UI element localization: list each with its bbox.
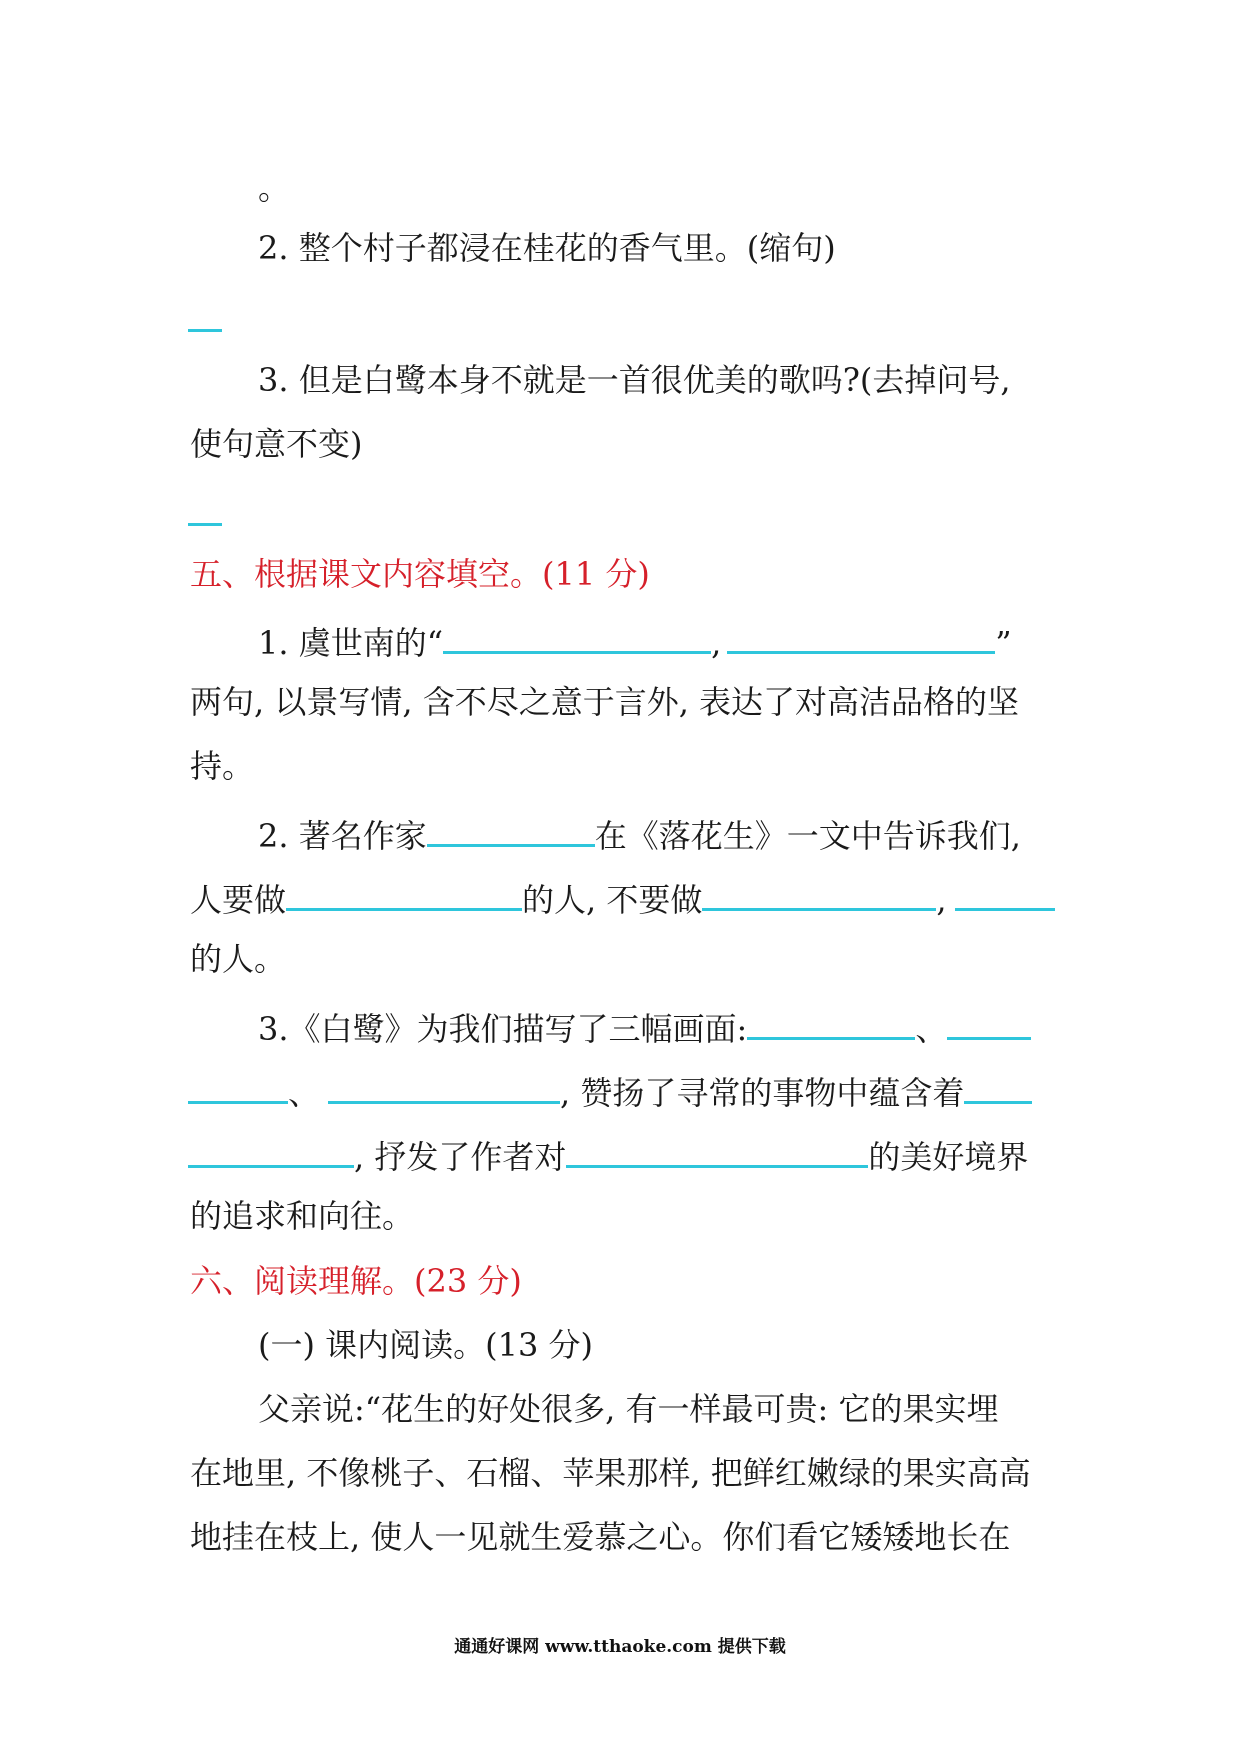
question-5-2-text: 2. 著名作家 [258,817,427,855]
subsection-6-1: (一) 课内阅读。(13 分) [258,1326,594,1364]
stray-period: 。 [258,169,291,207]
question-5-3-cont2 [188,1132,1028,1177]
close-quote: ” [995,624,1012,662]
question-5-3-cont [188,1068,1032,1113]
question-5-3 [258,1004,1031,1049]
separator: 、 [915,1010,948,1048]
question-5-3-text: 3.《白鹭》为我们描写了三幅画面: [258,1010,748,1048]
answer-blank-5-2a[interactable] [286,875,522,911]
answer-blank-5-3d-cont[interactable] [188,1132,354,1168]
passage-line-3: 地挂在枝上, 使人一见就生爱慕之心。你们看它矮矮地长在 [190,1518,1011,1556]
passage-line-1: 父亲说:“花生的好处很多, 有一样最可贵: 它的果实埋 [258,1390,999,1428]
question-5-3-text-f: 的美好境界 [868,1138,1029,1176]
answer-blank-5-3b[interactable] [947,1004,1031,1040]
answer-blank-5-3b-cont[interactable] [188,1068,288,1104]
question-4-3: 3. 但是白鹭本身不就是一首很优美的歌吗?(去掉问号, [258,361,1011,399]
question-5-1-text: 1. 虞世南的“ [258,624,444,662]
question-5-2-text-c: 人要做 [190,881,287,919]
question-5-1 [258,618,1012,663]
question-5-2 [258,811,1021,856]
question-5-2-cont [190,875,1055,920]
answer-blank-5-2b[interactable] [702,875,936,911]
section-6-heading: 六、阅读理解。(23 分) [190,1262,522,1300]
answer-blank-5-1b[interactable] [727,618,995,654]
answer-blank-5-3d[interactable] [964,1068,1032,1104]
answer-blank-5-3e[interactable] [566,1132,868,1168]
answer-blank-5-3c[interactable] [328,1068,560,1104]
question-5-3-text-e: , 抒发了作者对 [354,1138,567,1176]
question-4-2: 2. 整个村子都浸在桂花的香气里。(缩句) [258,229,836,267]
passage-line-2: 在地里, 不像桃子、石榴、苹果那样, 把鲜红嫩绿的果实高高 [190,1454,1031,1492]
question-5-2-text-b: 在《落花生》一文中告诉我们, [594,817,1021,855]
question-5-1-end: 持。 [190,747,255,785]
answer-blank-5-2-author[interactable] [427,811,595,847]
question-5-1-cont: 两句, 以景写情, 含不尽之意于言外, 表达了对高洁品格的坚 [190,683,1020,721]
answer-blank-5-3a[interactable] [747,1004,915,1040]
answer-blank-5-2c[interactable] [955,875,1055,911]
question-5-3-end: 的追求和向往。 [190,1197,415,1235]
comma: , [936,881,947,919]
answer-blank-5-1a[interactable] [443,618,711,654]
answer-blank-4-3[interactable] [188,523,222,526]
answer-blank-4-2[interactable] [188,329,222,332]
question-4-3-cont: 使句意不变) [190,425,363,463]
comma: , [711,624,722,662]
question-5-3-text-d: , 赞扬了寻常的事物中蕴含着 [560,1074,965,1112]
question-5-2-text-d: 的人, 不要做 [522,881,703,919]
section-5-heading: 五、根据课文内容填空。(11 分) [190,555,650,593]
separator: 、 [288,1074,321,1112]
footer-credit: 通通好课网 www.tthaoke.com 提供下载 [454,1637,786,1657]
question-5-2-end: 的人。 [190,940,287,978]
